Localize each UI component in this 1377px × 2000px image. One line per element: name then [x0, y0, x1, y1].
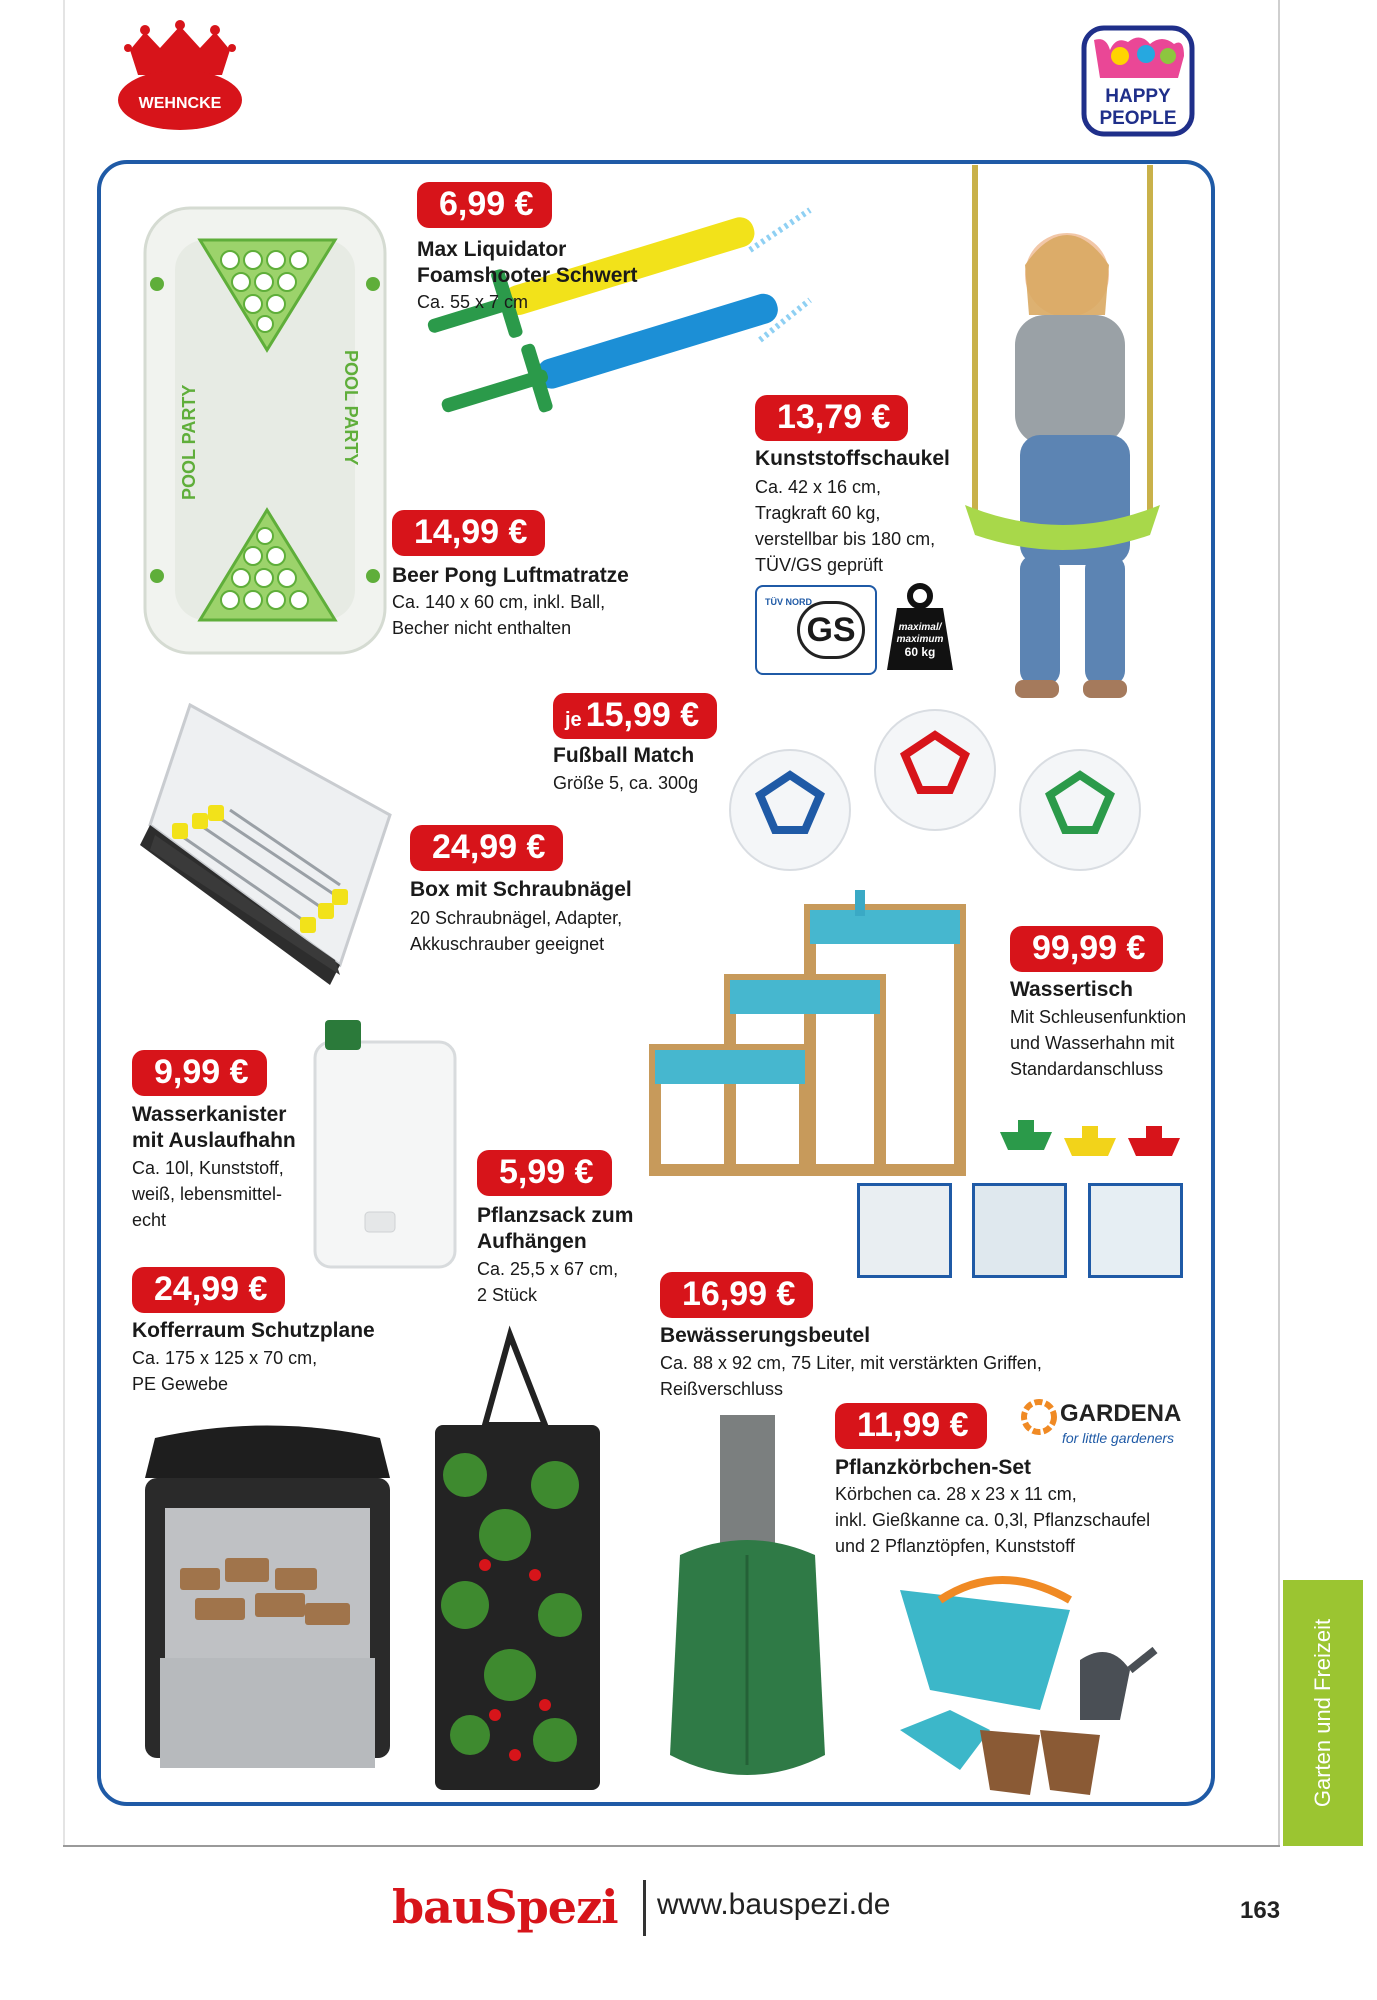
beer-pong-mattress-image	[135, 200, 395, 660]
tuv-label: TÜV NORD	[765, 597, 812, 607]
footer-separator	[643, 1880, 646, 1936]
footer-url[interactable]: www.bauspezi.de	[657, 1888, 891, 1921]
water-table-image	[640, 880, 1005, 1200]
price-fussball-value: 15,99 €	[585, 696, 700, 734]
weight-label-3: 60 kg	[904, 645, 936, 659]
page-rule-bottom	[63, 1845, 1280, 1847]
desc-pflanzsack-2: 2 Stück	[477, 1285, 538, 1305]
water-canister-image	[305, 1012, 460, 1272]
price-prefix-je: je	[565, 709, 582, 731]
title-foamshooter-2: Foamshooter Schwert	[417, 264, 638, 287]
desc-schaukel-3: verstellbar bis 180 cm,	[755, 529, 936, 549]
svg-text:HAPPY: HAPPY	[1105, 86, 1171, 107]
desc-pflanzkoerbchen-3: und 2 Pflanztöpfen, Kunststoff	[835, 1536, 1075, 1556]
section-tab[interactable]	[1283, 1580, 1363, 1846]
svg-text:WEHNCKE: WEHNCKE	[138, 95, 222, 112]
desc-schraubnaegel-1: 20 Schraubnägel, Adapter,	[410, 908, 623, 928]
desc-pflanzsack-1: Ca. 25,5 x 67 cm,	[477, 1259, 619, 1279]
price-foamshooter: 6,99 €	[417, 182, 552, 228]
desc-pflanzkoerbchen-1: Körbchen ca. 28 x 23 x 11 cm,	[835, 1484, 1077, 1504]
price-beer-pong: 14,99 €	[392, 510, 545, 556]
price-wassertisch: 99,99 €	[1010, 926, 1163, 972]
desc-wasserkanister-1: Ca. 10l, Kunststoff,	[132, 1158, 284, 1178]
price-pflanzsack: 5,99 €	[477, 1150, 612, 1196]
car-trunk-image	[135, 1418, 400, 1788]
desc-schaukel-4: TÜV/GS geprüft	[755, 555, 884, 575]
svg-text:PEOPLE: PEOPLE	[1099, 108, 1177, 129]
title-wasserkanister-1: Wasserkanister	[132, 1103, 287, 1126]
plant-sack-image	[415, 1335, 615, 1795]
page-number: 163	[1240, 1897, 1281, 1924]
page-rule-right	[1278, 0, 1280, 1846]
price-schaukel: 13,79 €	[755, 395, 908, 441]
gardena-logo	[1022, 1398, 1187, 1450]
weight-label-2: maximum	[896, 634, 944, 645]
weight-badge	[883, 582, 957, 672]
title-wasserkanister-2: mit Auslaufhahn	[132, 1129, 296, 1152]
wehncke-logo	[110, 20, 250, 130]
title-beer-pong: Beer Pong Luftmatratze	[392, 564, 629, 587]
weight-label-1: maximal/	[898, 622, 942, 633]
desc-bewaesserungsbeutel-2: Reißverschluss	[660, 1379, 784, 1399]
desc-wasserkanister-3: echt	[132, 1210, 167, 1230]
title-bewaesserungsbeutel: Bewässerungsbeutel	[660, 1324, 871, 1347]
desc-foamshooter-1: Ca. 55 x 7 cm	[417, 292, 529, 312]
price-fussball	[553, 693, 717, 739]
gardena-set-image	[880, 1560, 1160, 1805]
gs-mark: GS	[797, 601, 865, 659]
desc-bewaesserungsbeutel-1: Ca. 88 x 92 cm, 75 Liter, mit verstärkten Griffen,	[660, 1353, 1042, 1373]
desc-schaukel-2: Tragkraft 60 kg,	[755, 503, 881, 523]
section-tab-label: Garten und Freizeit	[1310, 1618, 1335, 1808]
gardena-brand: GARDENA	[1060, 1400, 1182, 1427]
desc-wassertisch-3: Standardanschluss	[1010, 1059, 1164, 1079]
price-wasserkanister: 9,99 €	[132, 1050, 267, 1096]
screw-box-image	[140, 685, 385, 980]
price-bewaesserungsbeutel: 16,99 €	[660, 1272, 813, 1318]
detail-thumbnail-3	[1088, 1183, 1183, 1278]
desc-wassertisch-2: und Wasserhahn mit	[1010, 1033, 1175, 1053]
desc-schraubnaegel-2: Akkuschrauber geeignet	[410, 934, 605, 954]
desc-kofferraum-1: Ca. 175 x 125 x 70 cm,	[132, 1348, 318, 1368]
detail-thumbnail-1	[857, 1183, 952, 1278]
title-foamshooter-1: Max Liquidator	[417, 238, 567, 261]
title-kofferraum: Kofferraum Schutzplane	[132, 1319, 375, 1342]
tuv-gs-badge	[755, 585, 877, 675]
gardena-subbrand: for little gardeners	[1062, 1430, 1175, 1446]
footer-brand-logo: bauSpezi	[392, 1880, 618, 1934]
watering-bag-image	[665, 1415, 830, 1790]
desc-wassertisch-1: Mit Schleusenfunktion	[1010, 1007, 1187, 1027]
svg-text:POOL PARTY: POOL PARTY	[341, 350, 361, 466]
desc-beer-pong-1: Ca. 140 x 60 cm, inkl. Ball,	[392, 592, 606, 612]
title-wassertisch: Wassertisch	[1010, 978, 1133, 1001]
desc-fussball-1: Größe 5, ca. 300g	[553, 773, 699, 793]
desc-schaukel-1: Ca. 42 x 16 cm,	[755, 477, 882, 497]
title-pflanzsack-2: Aufhängen	[477, 1230, 587, 1253]
swing-image	[955, 165, 1170, 725]
page-rule-left	[63, 0, 65, 1846]
desc-wasserkanister-2: weiß, lebensmittel-	[132, 1184, 283, 1204]
title-fussball: Fußball Match	[553, 744, 695, 767]
price-kofferraum: 24,99 €	[132, 1267, 285, 1313]
title-schaukel: Kunststoffschaukel	[755, 447, 950, 470]
toy-boats-image	[1000, 1112, 1190, 1162]
price-pflanzkoerbchen: 11,99 €	[835, 1403, 987, 1449]
title-pflanzsack-1: Pflanzsack zum	[477, 1204, 634, 1227]
footballs-image	[725, 705, 1145, 875]
price-schraubnaegel: 24,99 €	[410, 825, 563, 871]
desc-beer-pong-2: Becher nicht enthalten	[392, 618, 572, 638]
desc-kofferraum-2: PE Gewebe	[132, 1374, 229, 1394]
detail-thumbnail-2	[972, 1183, 1067, 1278]
title-pflanzkoerbchen: Pflanzkörbchen-Set	[835, 1456, 1032, 1479]
desc-pflanzkoerbchen-2: inkl. Gießkanne ca. 0,3l, Pflanzschaufel	[835, 1510, 1151, 1530]
happy-people-logo	[1080, 22, 1196, 138]
svg-text:POOL PARTY: POOL PARTY	[179, 384, 199, 500]
title-schraubnaegel: Box mit Schraubnägel	[410, 878, 632, 901]
